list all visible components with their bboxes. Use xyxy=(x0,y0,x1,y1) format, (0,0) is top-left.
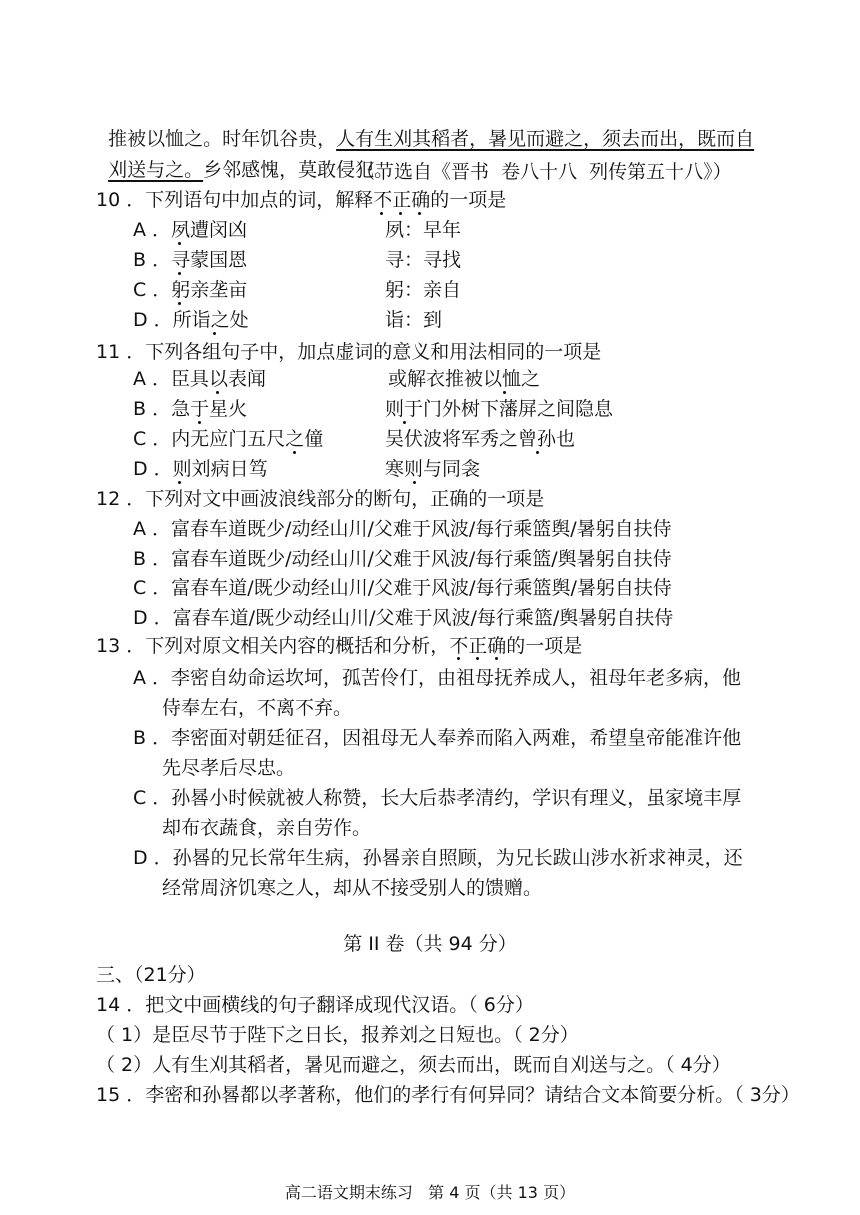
question-11-option-c-right: 吴伏波将军秀之曾孙也 xyxy=(385,428,576,450)
underlined-sentence: 人有生刈其稻者，暑见而避之，须去而出，既而自 xyxy=(336,128,755,150)
question-11-option-c: C ．内无应门五尺之僮 xyxy=(133,428,324,450)
question-11-option-a: A ．臣具以表闻 xyxy=(133,368,267,390)
question-13-option-a: A ．李密自幼命运坎坷，孤苦伶仃，由祖母抚养成人，祖母年老多病，他 xyxy=(133,667,742,689)
question-13-option-b: B ．李密面对朝廷征召，因祖母无人奉养而陷入两难，希望皇帝能准许他 xyxy=(133,727,742,749)
emphasis-dot xyxy=(198,421,201,424)
question-10-gloss-d: 诣：到 xyxy=(385,309,443,331)
emphasis-dot xyxy=(178,242,181,245)
passage-text: 乡邻感愧，莫敢侵犯。 xyxy=(203,159,394,181)
emphasis-dot xyxy=(503,391,506,394)
question-15: 15 ．李密和孙晷都以孝著称，他们的孝行有何异同？请结合文本简要分析。（ 3分） xyxy=(96,1084,800,1106)
question-13-option-c-cont: 却布衣蔬食，亲自劳作。 xyxy=(162,817,372,839)
question-10-option-b: B ．寻蒙国恩 xyxy=(133,249,248,271)
emphasis-dot xyxy=(403,421,406,424)
question-14-part-2: （ 2）人有生刈其稻者，暑见而避之，须去而出，既而自刈送与之。（ 4分） xyxy=(96,1054,731,1076)
question-11-option-b-right: 则于门外树下藩屏之间隐息 xyxy=(385,398,614,420)
emphasis-dot xyxy=(216,391,219,394)
question-14: 14 ．把文中画横线的句子翻译成现代汉语。（ 6分） xyxy=(96,994,534,1016)
emphasis-dot xyxy=(536,451,539,454)
passage-line-2 xyxy=(96,128,393,184)
question-14-part-1: （ 1）是臣尽节于陛下之日长，报养刘之日短也。（ 2分） xyxy=(96,1024,579,1046)
question-12-option-b: B ．富春车道既少/动经山川/父难于风波/每行乘篮/舆暑躬自扶侍 xyxy=(133,548,672,570)
passage-text: 推被以恤之。时年饥谷贵， xyxy=(108,128,337,150)
question-13-option-d-cont: 经常周济饥寒之人，却从不接受别人的馈赠。 xyxy=(162,877,543,899)
page-footer: 高二语文期末练习 第 4 页（共 13 页） xyxy=(284,1183,576,1202)
question-13-option-a-cont: 侍奉左右，不离不弃。 xyxy=(162,697,353,719)
emphasis-dot xyxy=(399,212,402,215)
question-11-option-a-right: 或解衣推被以恤之 xyxy=(388,368,541,390)
question-10-gloss-b: 寻：寻找 xyxy=(385,249,462,271)
emphasis-dot xyxy=(293,451,296,454)
emphasis-dot xyxy=(178,481,181,484)
question-10-gloss-c: 躬：亲自 xyxy=(385,279,462,301)
question-11-option-b: B ．急于星火 xyxy=(133,398,248,420)
question-11-option-d-right: 寒则与同衾 xyxy=(385,458,481,480)
question-10-stem: 10 ．下列语句中加点的词，解释不正确的一项是 xyxy=(96,189,507,211)
emphasis-dot xyxy=(457,657,460,660)
emphasis-dot xyxy=(178,302,181,305)
emphasis-dot xyxy=(380,212,383,215)
question-11-option-d: D ．则刘病日笃 xyxy=(133,458,268,480)
question-12-stem: 12 ．下列对文中画波浪线部分的断句，正确的一项是 xyxy=(96,488,545,510)
emphasis-dot xyxy=(495,657,498,660)
question-13-option-c: C ．孙晷小时候就被人称赞，长大后恭孝清约，学识有理义，虽家境丰厚 xyxy=(133,787,742,809)
emphasis-dot xyxy=(213,332,216,335)
underlined-sentence: 刈送与之。 xyxy=(108,159,204,181)
emphasis-dot xyxy=(413,481,416,484)
emphasis-dot xyxy=(418,212,421,215)
question-12-option-d: D ．富春车道/既少动经山川/父难于风波/每行乘篮/舆暑躬自扶侍 xyxy=(133,607,674,629)
part-2-title: 第 II 卷（共 94 分） xyxy=(343,933,517,955)
question-10-option-a: A ．夙遭闵凶 xyxy=(133,219,248,241)
question-10-option-c: C ．躬亲垄亩 xyxy=(133,279,248,301)
question-10-option-d: D ．所诣之处 xyxy=(133,309,249,331)
question-12-option-a: A ．富春车道既少/动经山川/父难于风波/每行乘篮舆/暑躬自扶侍 xyxy=(133,518,672,540)
emphasis-dot xyxy=(178,272,181,275)
question-12-option-c: C ．富春车道/既少动经山川/父难于风波/每行乘篮舆/暑躬自扶侍 xyxy=(133,577,672,599)
section-3-heading: 三、（21分） xyxy=(96,964,206,986)
emphasis-dot xyxy=(476,657,479,660)
question-13-stem: 13 ．下列对原文相关内容的概括和分析，不正确的一项是 xyxy=(96,635,583,657)
question-13-option-d: D ．孙晷的兄长常年生病，孙晷亲自照顾，为兄长跋山涉水祈求神灵，还 xyxy=(133,847,743,869)
passage-source: （节选自《晋书 卷八十八 列传第五十八》） xyxy=(356,161,732,183)
question-11-stem: 11 ．下列各组句子中，加点虚词的意义和用法相同的一项是 xyxy=(96,341,602,363)
question-10-gloss-a: 夙：早年 xyxy=(385,219,462,241)
question-13-option-b-cont: 先尽孝后尽忠。 xyxy=(162,757,296,779)
